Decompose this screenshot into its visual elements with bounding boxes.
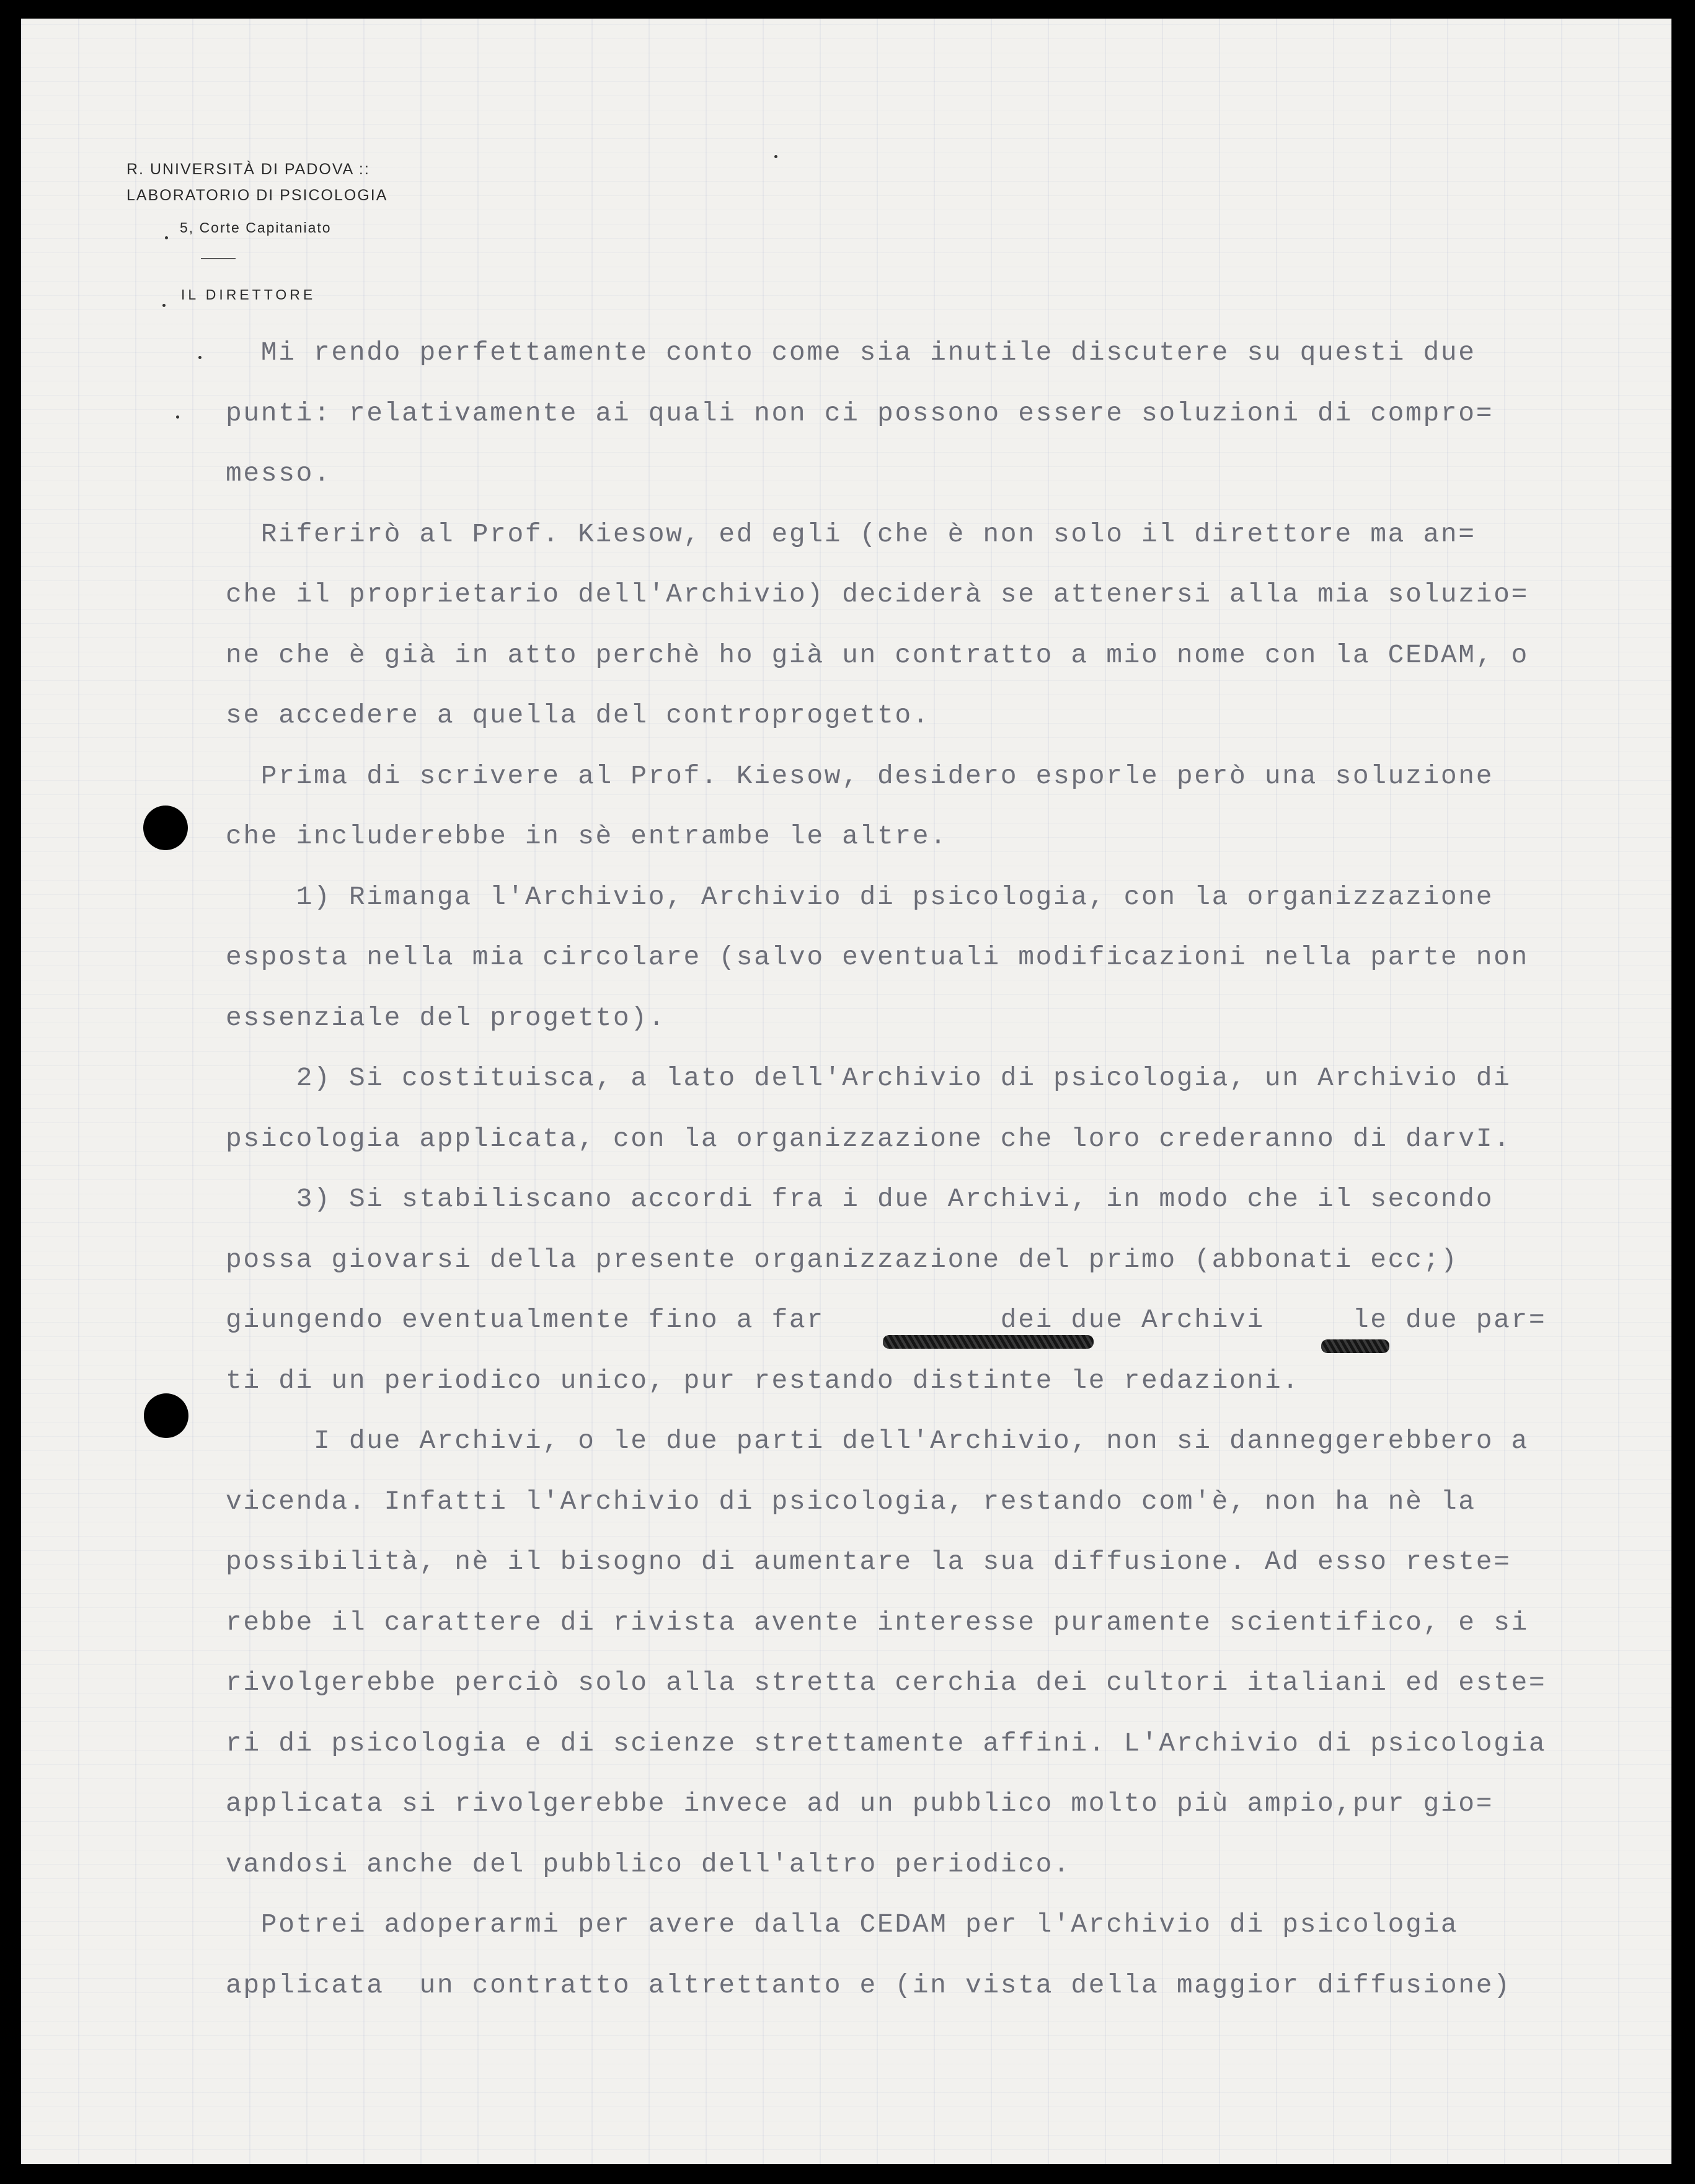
text-line: se accedere a quella del controprogetto. [226, 700, 931, 730]
ink-speck [198, 356, 201, 359]
text-line: 3) Si stabiliscano accordi fra i due Archivi, in modo che il secondo [226, 1184, 1494, 1214]
letterhead [126, 156, 387, 308]
letterhead-university: R. UNIVERSITÀ DI PADOVA :: [126, 161, 370, 178]
text-line: punti: relativamente ai quali non ci possono essere soluzioni di compro= [226, 397, 1494, 428]
text-line: vandosi anche del pubblico dell'altro periodico. [226, 1849, 1071, 1880]
text-line: giungendo eventualmente fino a far dei due Archivi le due par= [226, 1305, 1547, 1335]
text-line: possa giovarsi della presente organizzazione del primo (abbonati ecc;) [226, 1244, 1459, 1275]
ink-strikethrough [883, 1335, 1094, 1349]
letterhead-divider [201, 258, 236, 259]
letterhead-laboratory: LABORATORIO DI PSICOLOGIA [126, 187, 388, 204]
letter-page [21, 19, 1671, 2164]
text-line: ti di un periodico unico, pur restando distinte le redazioni. [226, 1365, 1300, 1396]
ink-speck [774, 155, 777, 158]
punch-hole [143, 806, 188, 850]
text-line: ne che è già in atto perchè ho già un contratto a mio nome con la CEDAM, o [226, 639, 1529, 670]
ink-speck [162, 304, 166, 307]
text-line: I due Archivi, o le due parti dell'Archivio, non si danneggerebbero a [226, 1426, 1529, 1456]
text-line: psicologia applicata, con la organizzazione che loro crederanno di darvI. [226, 1123, 1511, 1154]
text-line: che il proprietario dell'Archivio) deciderà se attenersi alla mia soluzio= [226, 579, 1529, 610]
text-line: rivolgerebbe perciò solo alla stretta cerchia dei cultori italiani ed este= [226, 1667, 1547, 1698]
letter-body [226, 322, 1658, 2015]
ink-speck [165, 236, 168, 239]
letterhead-director: IL DIRETTORE [181, 286, 316, 303]
text-line: essenziale del progetto). [226, 1002, 666, 1033]
text-line: Riferirò al Prof. Kiesow, ed egli (che è non solo il direttore ma an= [226, 518, 1476, 549]
text-line: rebbe il carattere di rivista avente interesse puramente scientifico, e si [226, 1607, 1529, 1638]
text-line: che includerebbe in sè entrambe le altre. [226, 821, 948, 851]
text-line: vicenda. Infatti l'Archivio di psicologia, restando com'è, non ha nè la [226, 1486, 1476, 1517]
text-line: 2) Si costituisca, a lato dell'Archivio di psicologia, un Archivio di [226, 1063, 1511, 1093]
text-line: Potrei adoperarmi per avere dalla CEDAM per l'Archivio di psicologia [226, 1909, 1459, 1940]
text-line: 1) Rimanga l'Archivio, Archivio di psicologia, con la organizzazione [226, 881, 1494, 912]
letterhead-address: 5, Corte Capitaniato [180, 220, 332, 236]
text-line: esposta nella mia circolare (salvo eventuali modificazioni nella parte non [226, 942, 1529, 972]
text-line: applicata si rivolgerebbe invece ad un pubblico molto più ampio,pur gio= [226, 1788, 1494, 1819]
text-line: messo. [226, 458, 332, 489]
text-line: possibilità, nè il bisogno di aumentare la sua diffusione. Ad esso reste= [226, 1547, 1511, 1577]
ink-strikethrough [1321, 1339, 1389, 1353]
text-line: Mi rendo perfettamente conto come sia inutile discutere su questi due [226, 337, 1476, 368]
text-line: Prima di scrivere al Prof. Kiesow, desidero esporle però una soluzione [226, 760, 1494, 791]
punch-hole [144, 1393, 188, 1438]
text-line: ri di psicologia e di scienze strettamente affini. L'Archivio di psicologia [226, 1728, 1547, 1759]
text-line: applicata un contratto altrettanto e (in vista della maggior diffusione) [226, 1969, 1511, 2000]
ink-speck [176, 415, 179, 419]
